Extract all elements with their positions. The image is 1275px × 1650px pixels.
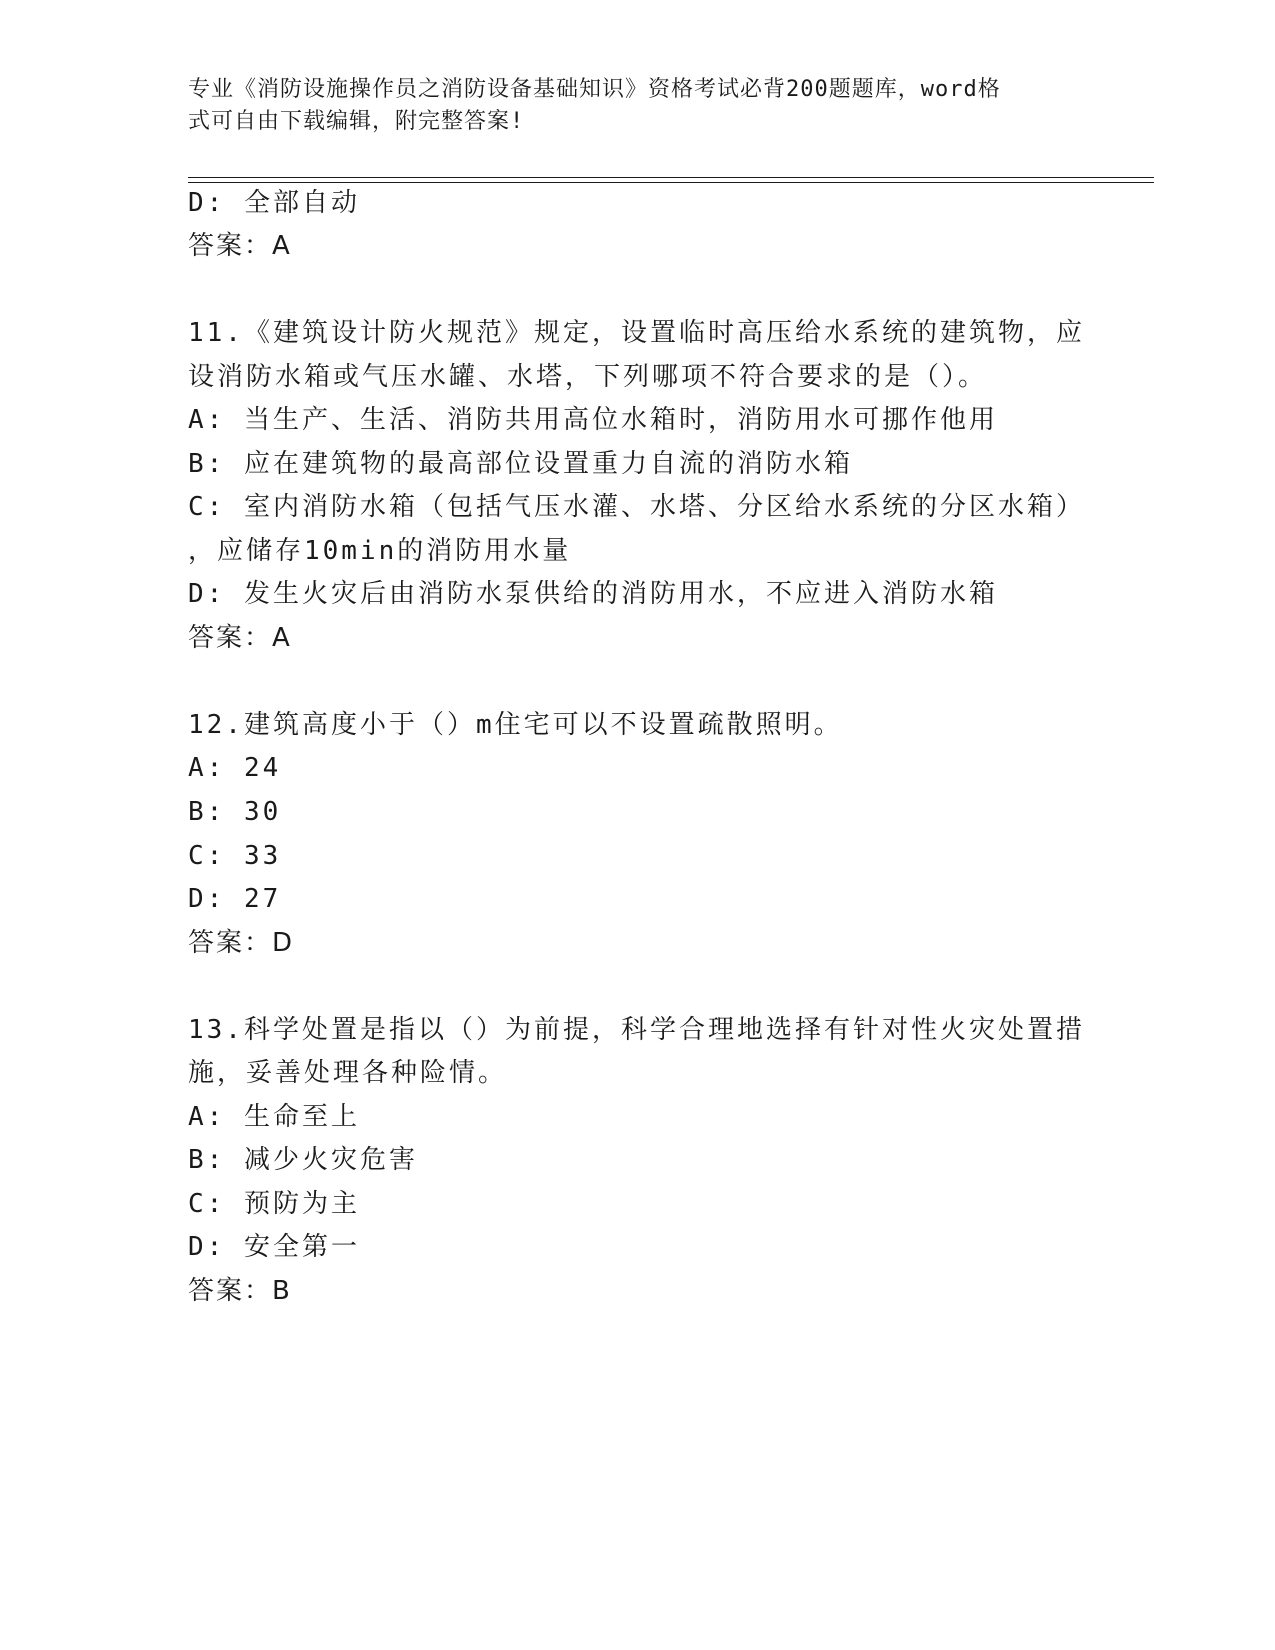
q13-option-c: C: 预防为主 [188, 1189, 360, 1219]
q12-option-d: D: 27 [188, 884, 282, 914]
header-line-2: 式可自由下载编辑，附完整答案! [188, 109, 525, 134]
q11-option-c-line-2: ，应储存10min的消防用水量 [188, 536, 572, 566]
q11-option-a: A: 当生产、生活、消防共用高位水箱时，消防用水可挪作他用 [188, 405, 998, 435]
q11-option-b: B: 应在建筑物的最高部位设置重力自流的消防水箱 [188, 449, 853, 479]
q13-stem-line-2: 施，妥善处理各种险情。 [188, 1058, 508, 1088]
q10-option-d: D: 全部自动 [188, 188, 360, 218]
q11-stem-line-2: 设消防水箱或气压水罐、水塔，下列哪项不符合要求的是（）。 [188, 362, 988, 392]
header-line-1: 专业《消防设施操作员之消防设备基础知识》资格考试必背200题题库，word格 [188, 77, 1001, 102]
q10-answer: 答案：A [188, 231, 292, 261]
q13-option-a: A: 生命至上 [188, 1102, 360, 1132]
q11-answer: 答案：A [188, 623, 292, 653]
q11-option-c-line-1: C: 室内消防水箱（包括气压水灌、水塔、分区给水系统的分区水箱） [188, 492, 1085, 522]
q11-stem-line-1: 11.《建筑设计防火规范》规定，设置临时高压给水系统的建筑物，应 [188, 318, 1085, 348]
document-header [188, 74, 1068, 138]
q13-option-d: D: 安全第一 [188, 1232, 360, 1262]
q12-option-b: B: 30 [188, 797, 282, 827]
q12-stem: 12.建筑高度小于（）m住宅可以不设置疏散照明。 [188, 710, 843, 740]
q12-option-a: A: 24 [188, 753, 282, 783]
q11-option-d: D: 发生火灾后由消防水泵供给的消防用水，不应进入消防水箱 [188, 579, 998, 609]
q13-stem-line-1: 13.科学处置是指以（）为前提，科学合理地选择有针对性火灾处置措 [188, 1015, 1085, 1045]
q13-answer: 答案：B [188, 1276, 292, 1306]
q13-option-b: B: 减少火灾危害 [188, 1145, 418, 1175]
q12-answer: 答案：D [188, 928, 295, 958]
q12-option-c: C: 33 [188, 841, 282, 871]
header-divider-top [188, 177, 1154, 178]
header-divider-bottom [188, 182, 1154, 183]
